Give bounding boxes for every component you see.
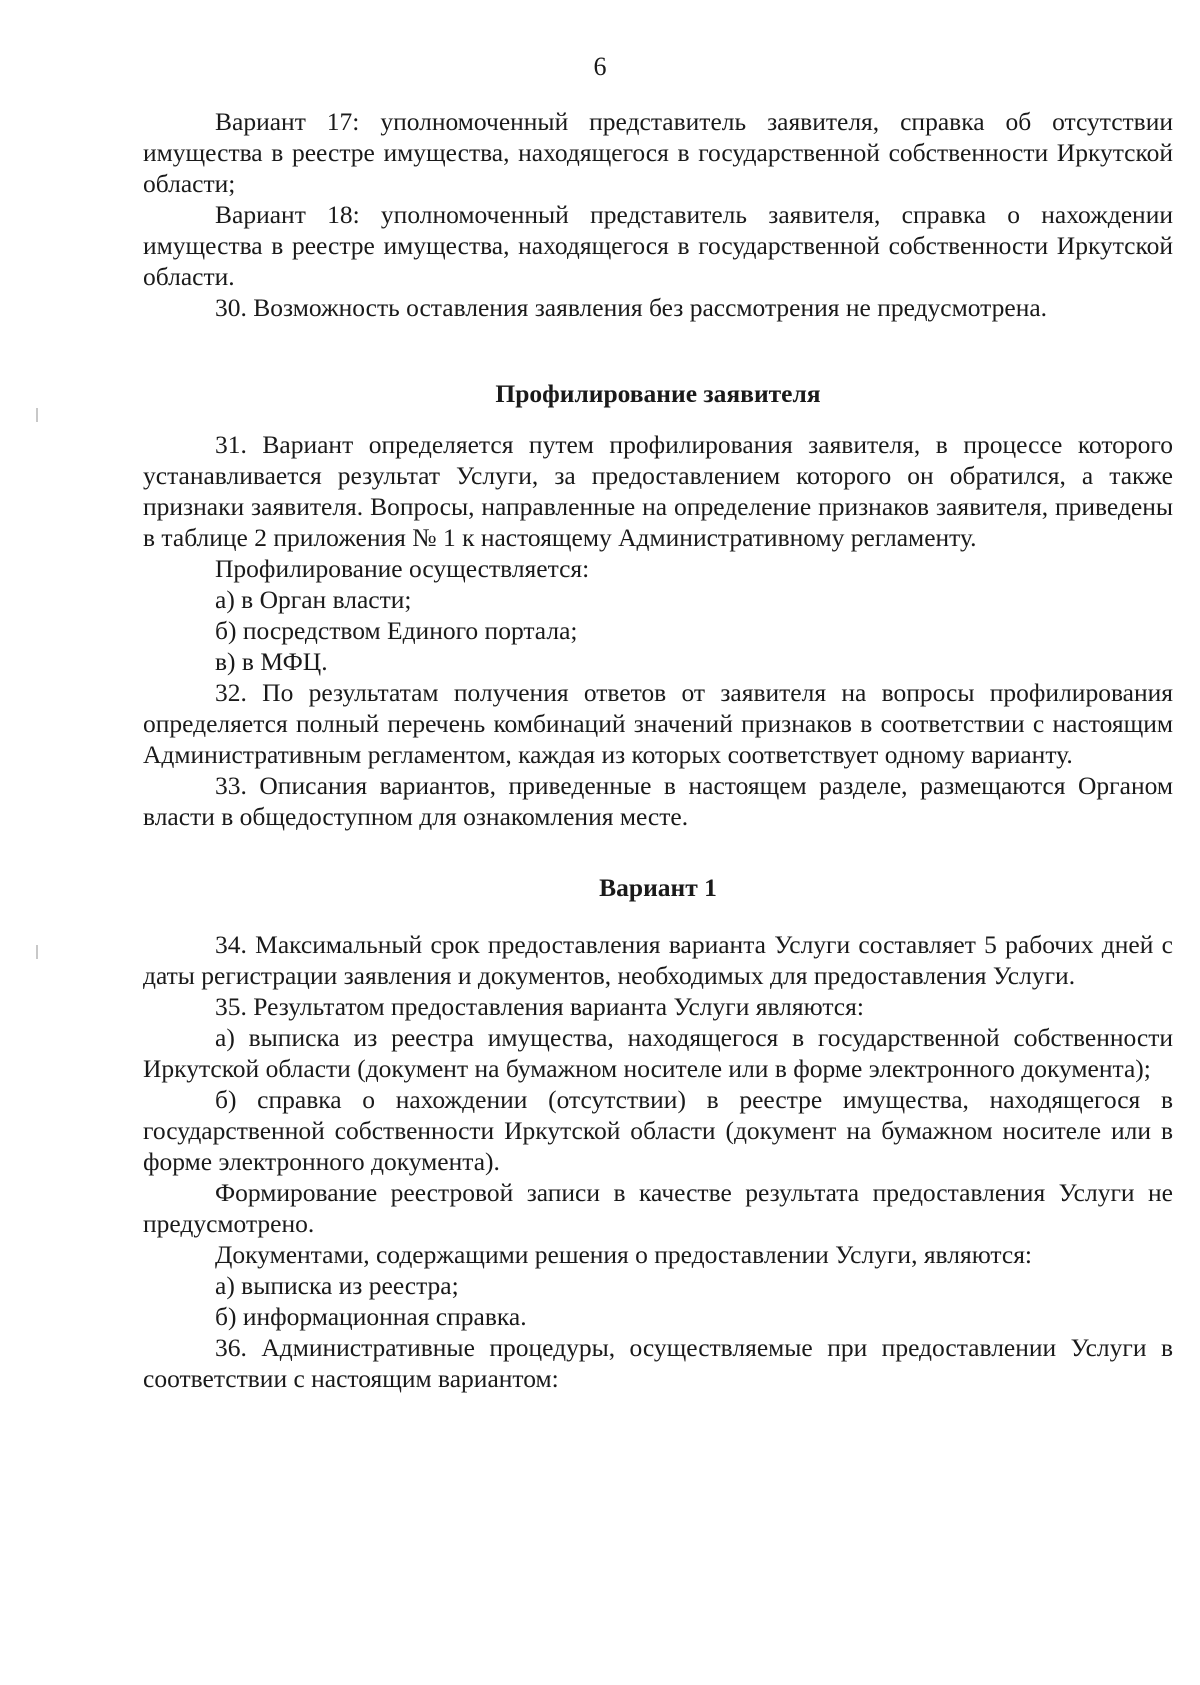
paragraph-35: 35. Результатом предоставления варианта Услуги являются: <box>215 992 864 1021</box>
paragraph-34: 34. Максимальный срок предоставления варианта Услуги составляет 5 рабочих дней с даты регистрации заявления и документов, необходимых для предоставления Услуги. <box>143 930 1173 990</box>
paragraph-30: 30. Возможность оставления заявления без рассмотрения не предусмотрена. <box>215 293 1048 322</box>
paragraph-32: 32. По результатам получения ответов от заявителя на вопросы профилирования определяется полный перечень комбинаций значений признаков в соответствии с настоящим Административным регламентом, каждая из которых соответствует одному варианту. <box>143 678 1173 769</box>
scan-artifact <box>36 945 38 959</box>
list-item-a-extract: а) выписка из реестра имущества, находящегося в государственной собственности Иркутской области (документ на бумажном носителе или в форме электронного документа); <box>143 1023 1173 1083</box>
paragraph-variant-17: Вариант 17: уполномоченный представитель заявителя, справка об отсутствии имущества в реестре имущества, находящегося в государственной собственности Иркутской области; <box>143 107 1173 198</box>
paragraph-registry-record: Формирование реестровой записи в качестве результата предоставления Услуги не предусмотрено. <box>143 1178 1173 1238</box>
page-number: 6 <box>593 52 607 81</box>
list-item-b-info-certificate: б) информационная справка. <box>215 1302 527 1331</box>
section-heading-variant-1: Вариант 1 <box>599 873 717 902</box>
paragraph-33: 33. Описания вариантов, приведенные в настоящем разделе, размещаются Органом власти в общедоступном для ознакомления месте. <box>143 771 1173 831</box>
list-item-b: б) посредством Единого портала; <box>215 616 578 645</box>
paragraph-variant-18: Вариант 18: уполномоченный представитель заявителя, справка о нахождении имущества в реестре имущества, находящегося в государственной собственности Иркутской области. <box>143 200 1173 291</box>
list-item-v: в) в МФЦ. <box>215 647 328 676</box>
list-item-a-registry-extract: а) выписка из реестра; <box>215 1271 459 1300</box>
list-item-b-certificate: б) справка о нахождении (отсутствии) в реестре имущества, находящегося в государственной собственности Иркутской области (документ на бумажном носителе или в форме электронного документа). <box>143 1085 1173 1176</box>
section-heading-profiling: Профилирование заявителя <box>495 379 821 408</box>
scan-artifact <box>36 408 38 422</box>
paragraph-36: 36. Административные процедуры, осуществляемые при предоставлении Услуги в соответствии с настоящим вариантом: <box>143 1333 1173 1393</box>
document-body <box>143 106 1173 1394</box>
paragraph-decision-documents: Документами, содержащими решения о предоставлении Услуги, являются: <box>215 1240 1033 1269</box>
list-item-a: а) в Орган власти; <box>215 585 412 614</box>
paragraph-31: 31. Вариант определяется путем профилирования заявителя, в процессе которого устанавливается результат Услуги, за предоставлением которого он обратился, а также признаки заявителя. Вопросы, направленные на определение признаков заявителя, приведены в таблице 2 приложения № 1 к настоящему Административному регламенту. <box>143 430 1173 552</box>
paragraph-profiling-intro: Профилирование осуществляется: <box>215 554 590 583</box>
